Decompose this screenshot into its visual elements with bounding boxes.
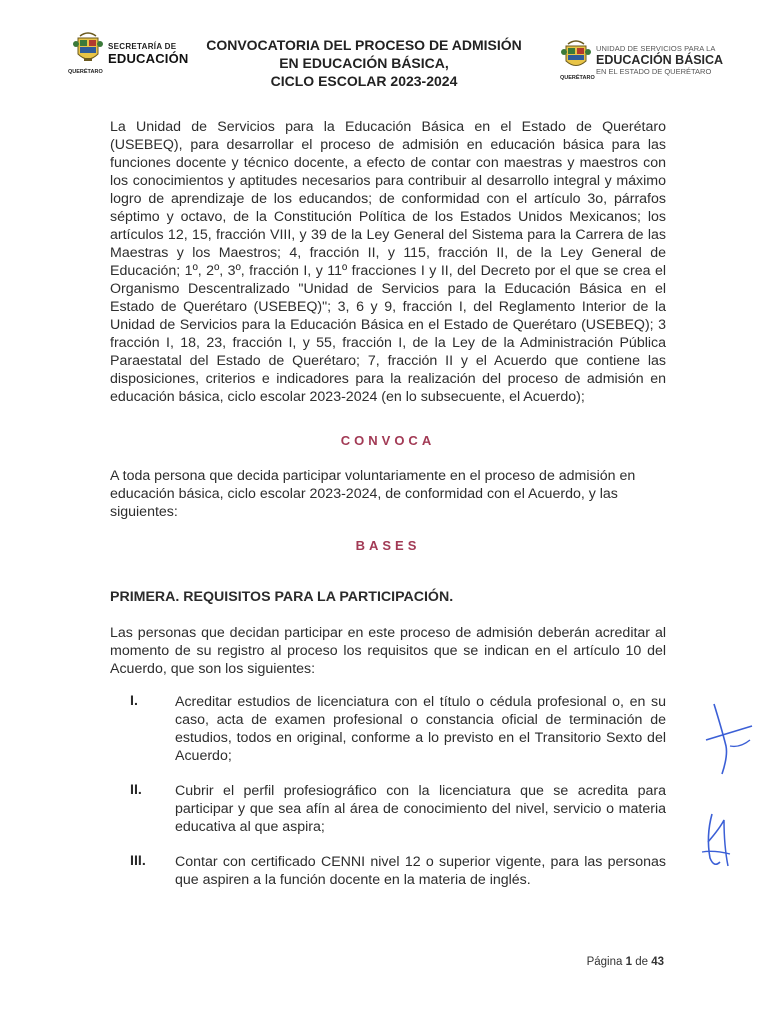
page-label: Página (586, 956, 623, 968)
requirements-intro: Las personas que decidan participar en este proceso de admisión deberán acreditar al momento de su registro al proceso los requisitos que se indican en el artículo 10 del Acuerdo, que son los siguientes: (110, 625, 666, 677)
page-number (540, 956, 664, 968)
title-line-2: EN EDUCACIÓN BÁSICA, (279, 55, 449, 71)
queretaro-crest-icon (560, 38, 592, 74)
logo-state-label: QUERÉTARO (68, 69, 103, 75)
list-item-text: Acreditar estudios de licenciatura con el título o cédula profesional o, en su caso, acta de examen profesional o constancia oficial de terminación de estudios, todos en original, conforme a lo previsto en el Transitorio Sexto del Acuerdo; (175, 694, 666, 764)
list-item-number: III. (130, 853, 146, 869)
usebeq-state-label: QUERÉTARO (560, 75, 595, 81)
usebeq-line-3: EN EL ESTADO DE QUERÉTARO (596, 67, 712, 76)
usebeq-line-1: UNIDAD DE SERVICIOS PARA LA (596, 44, 716, 53)
usebeq-line-2: EDUCACIÓN BÁSICA (596, 53, 724, 67)
title-line-3: CICLO ESCOLAR 2023-2024 (270, 73, 458, 89)
logo-secretaria-label: SECRETARÍA DE (108, 42, 177, 51)
convoca-heading: CONVOCA (340, 433, 436, 448)
signature-mark-2 (694, 806, 744, 876)
logo-educacion-label: EDUCACIÓN (108, 51, 189, 66)
secretaria-educacion-logo (68, 30, 188, 78)
page-of: de (635, 956, 648, 968)
title-line-1: CONVOCATORIA DEL PROCESO DE ADMISIÓN (206, 37, 522, 53)
call-paragraph: A toda persona que decida participar voluntariamente en el proceso de admisión en educación básica, ciclo escolar 2023-2024, de conformidad con el Acuerdo, y las siguientes: (110, 468, 636, 520)
signature-mark-1 (700, 700, 760, 780)
list-item-text: Contar con certificado CENNI nivel 12 o superior vigente, para las personas que aspiren a la función docente en la materia de inglés. (175, 854, 666, 888)
page-current: 1 (625, 956, 632, 968)
list-item-number: II. (130, 782, 142, 798)
section-title: PRIMERA. REQUISITOS PARA LA PARTICIPACIÓN. (110, 589, 454, 605)
usebeq-logo (560, 38, 730, 90)
list-item-text: Cubrir el perfil profesiográfico con la licenciatura que se acredita para participar y que sea afín al área de conocimiento del nivel, servicio o materia educativa al que aspira; (175, 783, 666, 835)
bases-heading: BASES (355, 538, 421, 553)
page-total: 43 (651, 956, 664, 968)
queretaro-crest-icon (72, 30, 104, 68)
list-item-number: I. (130, 693, 138, 709)
intro-paragraph: La Unidad de Servicios para la Educación Básica en el Estado de Querétaro (USEBEQ), para desarrollar el proceso de admisión en educación básica para las funciones docente y técnico docente, a efecto de contar con maestras y maestros con los conocimientos y aptitudes necesarios para contribuir al desarrollo integral y máximo logro de aprendizaje de los educandos; de conformidad con el artículo 3o, párrafos séptimo y octavo, de la Constitución Política de los Estados Unidos Mexicanos; los artículos 12, 15, fracción VIII, y 39 de la Ley General del Sistema para la Carrera de las Maestras y los Maestros; 4, fracción II, y 115, fracción II, de la Ley General de Educación; 1º, 2º, 3º, fracción I, y 11º fracciones I y II, del Decreto por el que se crea el Organismo Descentralizado "Unidad de Servicios para la Educación Básica en el Estado de Querétaro (USEBEQ)"; 3, 6 y 9, fracción I, del Reglamento Interior de la Unidad de Servicios para la Educación Básica en el Estado de Querétaro (USEBEQ); 3 fracción I, 18, 23, fracción I, y 55, fracción I, de la Ley de la Administración Pública Paraestatal del Estado de Querétaro; 7, fracción II y el Acuerdo que contiene las disposiciones, criterios e indicadores para la realización del proceso de admisión en educación básica, ciclo escolar 2023-2024 (en lo subsecuente, el Acuerdo); (110, 119, 666, 405)
document-title (190, 36, 538, 90)
